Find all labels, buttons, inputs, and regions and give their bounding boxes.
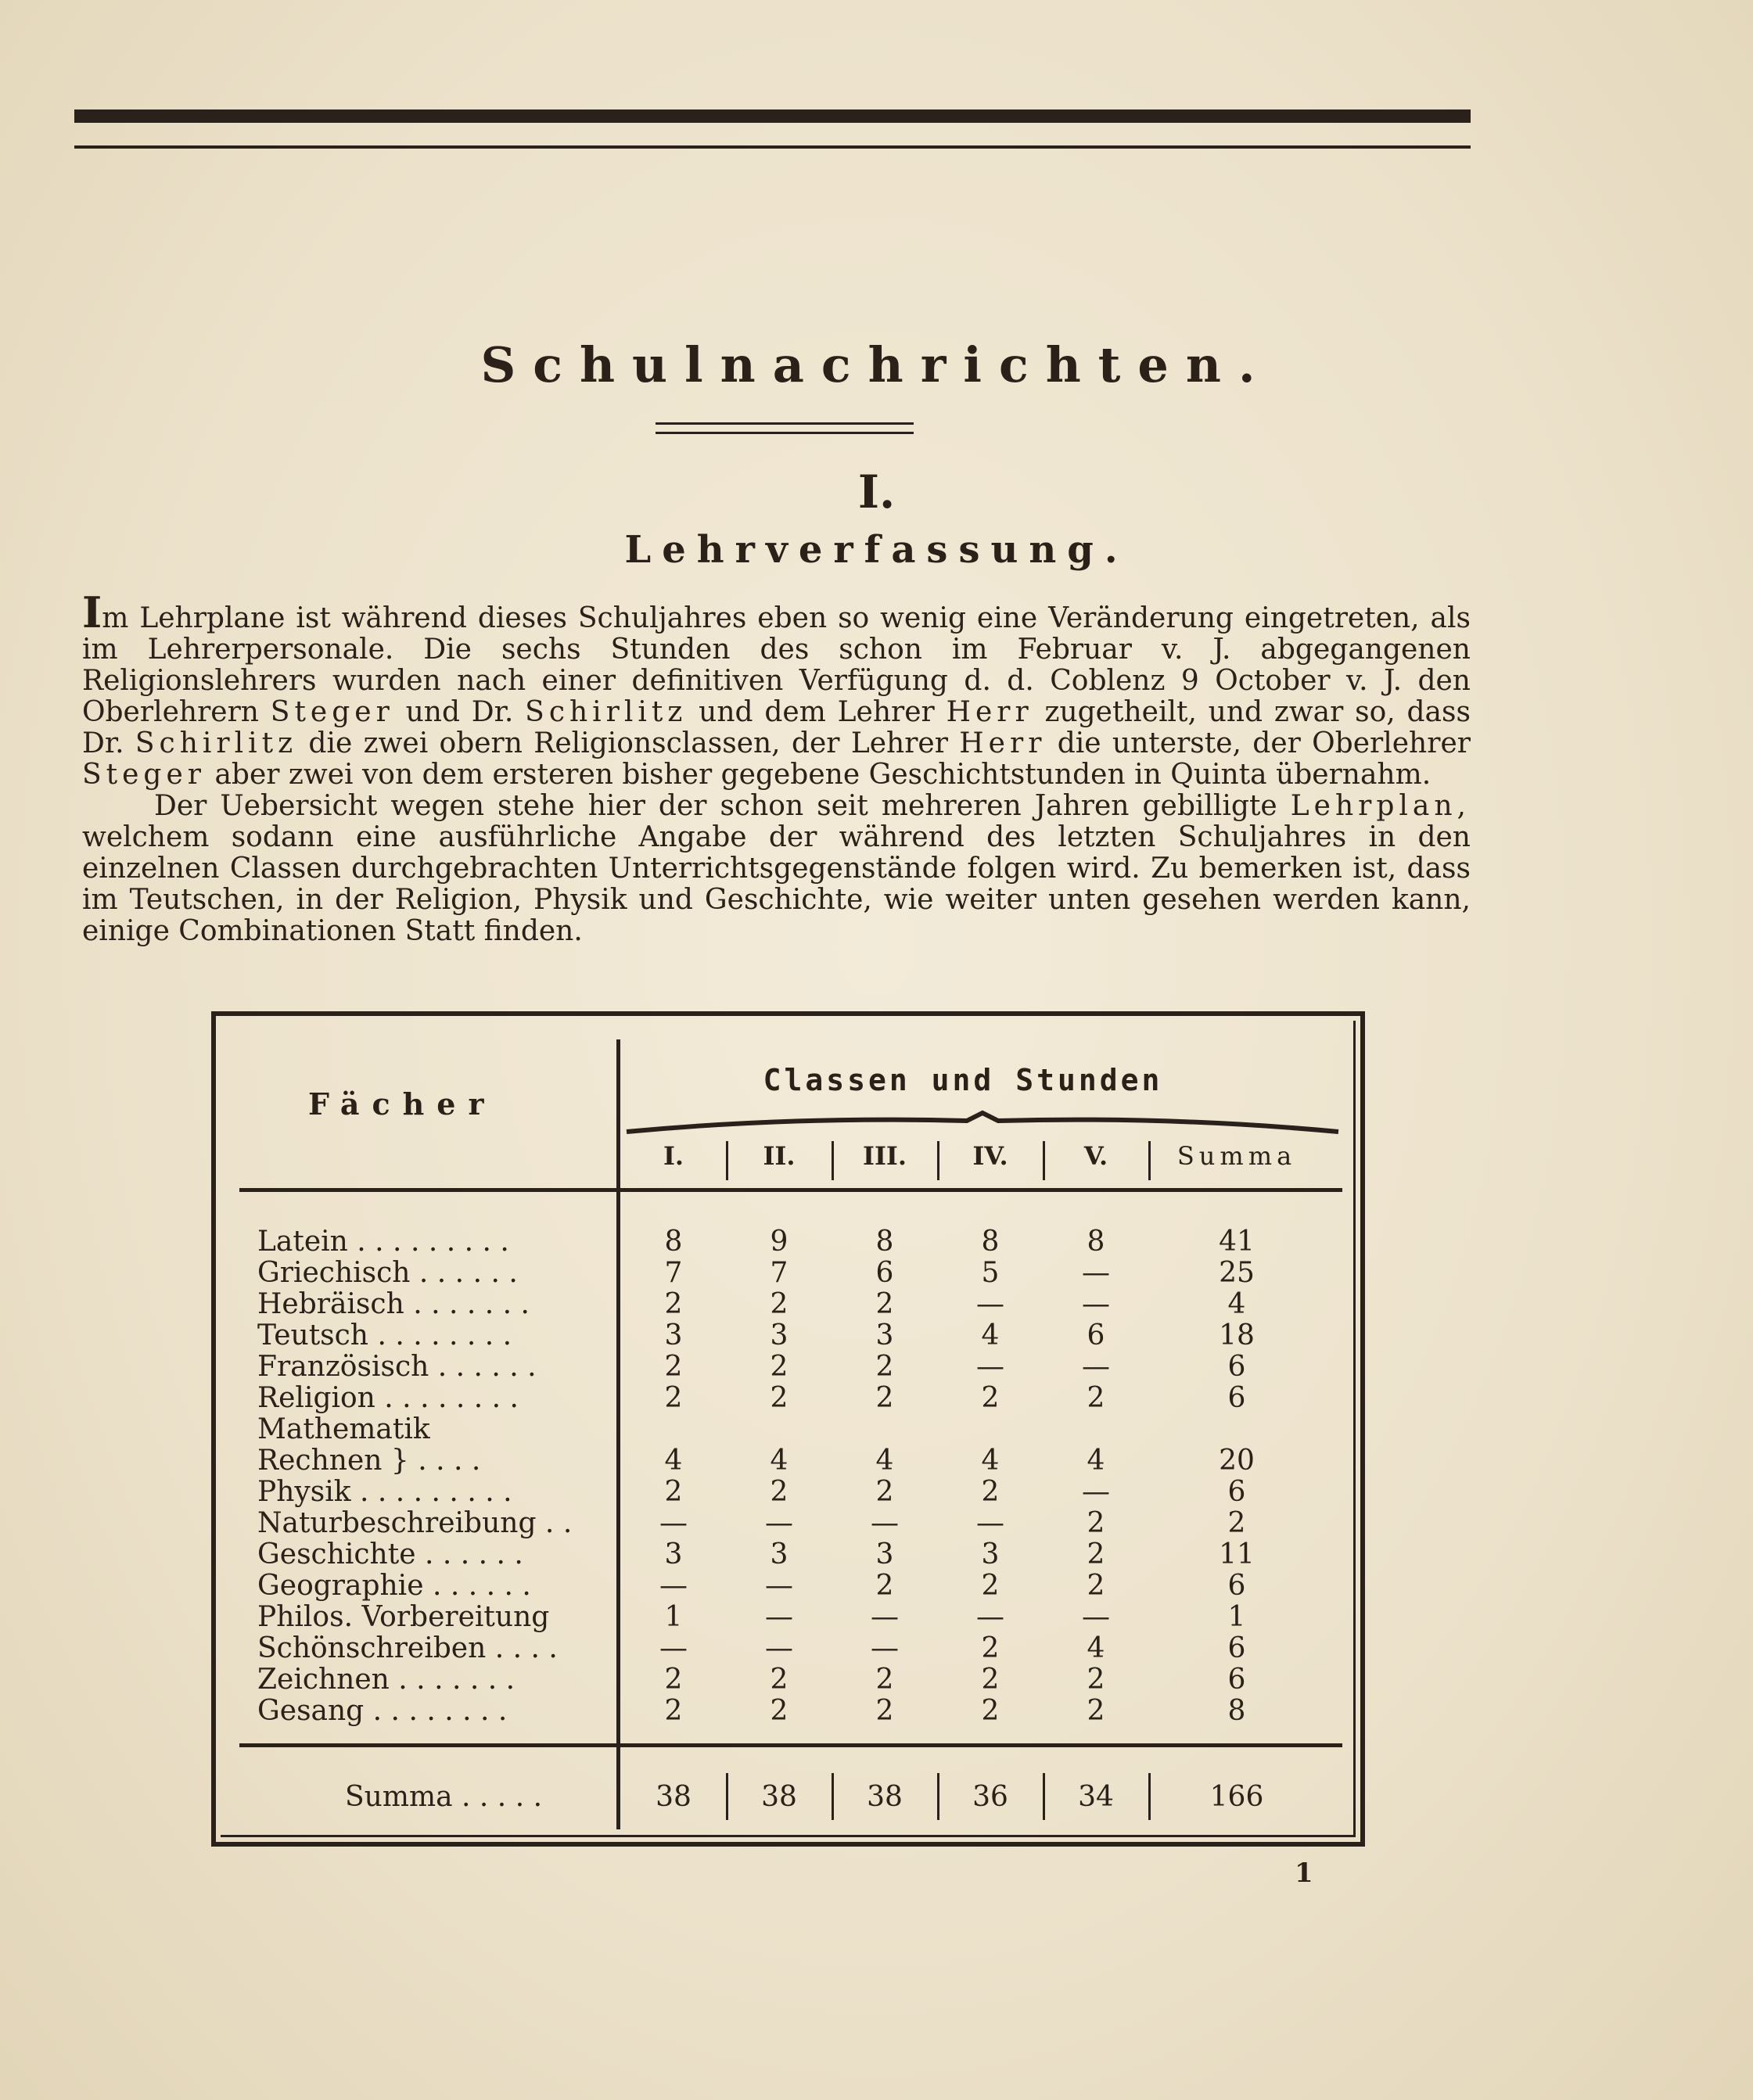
summa-separator — [1043, 1773, 1045, 1820]
table-cell: 1 — [1227, 1601, 1246, 1633]
column-header: IV. — [972, 1141, 1008, 1171]
summa-separator — [1148, 1773, 1151, 1820]
table-cell: — — [765, 1632, 793, 1664]
subject-label: Latein . . . . . . . . . — [257, 1226, 509, 1258]
name-schirlitz: Schirlitz — [135, 727, 298, 759]
table-cell: 6 — [1087, 1319, 1105, 1352]
table-cell: 2 — [1087, 1570, 1105, 1602]
table-cell: 6 — [1227, 1632, 1246, 1664]
table-cell: — — [976, 1288, 1004, 1320]
summa-cell: 38 — [867, 1781, 903, 1813]
subject-label: Zeichnen . . . . . . . — [257, 1664, 515, 1696]
text-run: und dem Lehrer — [699, 696, 935, 728]
table-cell: 7 — [770, 1257, 788, 1289]
table-cell: 2 — [981, 1382, 1000, 1414]
table-cell: 4 — [875, 1445, 894, 1477]
table-cell: 2 — [1087, 1382, 1105, 1414]
table-cell: 18 — [1219, 1319, 1255, 1352]
column-header-separator — [832, 1141, 834, 1180]
summa-label: Summa . . . . . — [345, 1781, 543, 1813]
subject-label: Französisch . . . . . . — [257, 1351, 537, 1383]
text-run: und Dr. — [405, 696, 514, 728]
subject-label: Mathematik — [257, 1413, 430, 1445]
name-schirlitz: Schirlitz — [525, 696, 688, 728]
table-cell: 2 — [875, 1570, 894, 1602]
body-text — [82, 587, 1471, 947]
table-cell: — — [976, 1351, 1004, 1383]
subject-label: Philos. Vorbereitung — [257, 1601, 550, 1633]
table-cell: — — [976, 1601, 1004, 1633]
subject-label: Naturbeschreibung . . — [257, 1507, 573, 1539]
table-cell: 2 — [770, 1695, 788, 1727]
table-cell: 2 — [1087, 1695, 1105, 1727]
table-cell: — — [765, 1570, 793, 1602]
table-cell: 25 — [1219, 1257, 1255, 1289]
table-cell: 1 — [664, 1601, 683, 1633]
table-cell: 3 — [981, 1538, 1000, 1571]
table-cell: 2 — [664, 1695, 683, 1727]
term-lehrplan: Lehrplan, — [1290, 790, 1471, 822]
table-cell: — — [1082, 1257, 1110, 1289]
column-header: II. — [763, 1141, 796, 1171]
table-cell: — — [659, 1507, 688, 1539]
column-header-separator — [1148, 1141, 1151, 1180]
table-cell: 11 — [1219, 1538, 1255, 1571]
table-cell: 2 — [875, 1288, 894, 1320]
subject-label: Physik . . . . . . . . . — [257, 1476, 512, 1508]
table-cell: 2 — [1087, 1664, 1105, 1696]
table-cell: 2 — [1087, 1538, 1105, 1571]
table-cell: 4 — [981, 1445, 1000, 1477]
table-cell: — — [659, 1570, 688, 1602]
table-cell: — — [871, 1601, 899, 1633]
table-cell: 2 — [981, 1476, 1000, 1508]
table-cell: 2 — [981, 1664, 1000, 1696]
table-cell: 6 — [1227, 1351, 1246, 1383]
table-cell: 6 — [1227, 1382, 1246, 1414]
summa-cell: 36 — [972, 1781, 1008, 1813]
table-cell: 2 — [875, 1695, 894, 1727]
column-header: III. — [862, 1141, 907, 1171]
name-steger: Steger — [82, 759, 206, 791]
paragraph-2 — [82, 791, 1471, 947]
table-cell: 2 — [664, 1351, 683, 1383]
subject-label: Rechnen } . . . . — [257, 1445, 481, 1477]
table-cell: 3 — [875, 1538, 894, 1571]
subject-label: Teutsch . . . . . . . . — [257, 1319, 512, 1352]
table-cell: 2 — [770, 1288, 788, 1320]
column-header: I. — [663, 1141, 684, 1171]
table-cell: 2 — [981, 1632, 1000, 1664]
table-cell: 9 — [770, 1226, 788, 1258]
group-brace-icon — [623, 1110, 1342, 1141]
table-cell: 6 — [1227, 1476, 1246, 1508]
subject-label: Geschichte . . . . . . — [257, 1538, 523, 1571]
table-cell: 6 — [875, 1257, 894, 1289]
table-cell: 3 — [770, 1538, 788, 1571]
table-cell: — — [1082, 1476, 1110, 1508]
top-thin-rule — [74, 145, 1471, 149]
title-divider — [656, 422, 914, 434]
table-cell: 2 — [875, 1351, 894, 1383]
text-run: die zwei obern Religionsclassen, der Lehrer — [308, 727, 948, 759]
table-cell: — — [1082, 1601, 1110, 1633]
table-cell: 41 — [1219, 1226, 1255, 1258]
summa-separator — [832, 1773, 834, 1820]
text-run: m Lehrplane ist während dieses Schuljahres eben so wenig eine Veränderung eingetreten, als im Lehrerpersonale. Die sechs Stunden des schon im Februar v. J. abgegangenen Religionslehrers wurden nach einer definitiven Verfügung d. d. Coblenz 9 October v. J. den Oberlehrern — [82, 602, 1471, 728]
top-thick-rule — [74, 109, 1471, 123]
subject-label: Gesang . . . . . . . . — [257, 1695, 508, 1727]
table-cell: 6 — [1227, 1664, 1246, 1696]
header-classen-und-stunden: Classen und Stunden — [763, 1063, 1163, 1097]
table-cell: 2 — [1087, 1507, 1105, 1539]
table-cell: 8 — [981, 1226, 1000, 1258]
table-cell: 2 — [664, 1382, 683, 1414]
table-vline-main — [616, 1039, 620, 1829]
subject-label: Griechisch . . . . . . — [257, 1257, 518, 1289]
table-cell: 8 — [1227, 1695, 1246, 1727]
text-run: zugetheilt, und zwar so, dass Dr. — [82, 696, 1471, 759]
text-run: die unterste, der Oberlehrer — [1057, 727, 1471, 759]
table-cell: — — [976, 1507, 1004, 1539]
table-cell: 2 — [770, 1351, 788, 1383]
name-herr: Herr — [959, 727, 1047, 759]
table-cell: 8 — [664, 1226, 683, 1258]
table-cell: 2 — [664, 1288, 683, 1320]
subject-label: Hebräisch . . . . . . . — [257, 1288, 530, 1320]
summa-cell: 38 — [761, 1781, 797, 1813]
table-cell: 2 — [1227, 1507, 1246, 1539]
section-number: I. — [857, 465, 896, 519]
column-header: Summa — [1176, 1141, 1297, 1171]
subject-label: Religion . . . . . . . . — [257, 1382, 519, 1414]
table-header-rule — [239, 1188, 1342, 1192]
table-cell: 7 — [664, 1257, 683, 1289]
text-run: Der Uebersicht wegen stehe hier der schon seit mehreren Jahren gebilligte — [154, 790, 1277, 822]
column-header: V. — [1083, 1141, 1108, 1171]
table-cell: 6 — [1227, 1570, 1246, 1602]
table-cell: — — [765, 1507, 793, 1539]
table-cell: 2 — [875, 1476, 894, 1508]
table-cell: 8 — [875, 1226, 894, 1258]
header-faecher: Fächer — [308, 1086, 497, 1122]
column-header-separator — [726, 1141, 728, 1180]
table-cell: — — [1082, 1351, 1110, 1383]
table-cell: 3 — [770, 1319, 788, 1352]
table-cell: 2 — [770, 1476, 788, 1508]
table-cell: 2 — [981, 1695, 1000, 1727]
subject-label: Schönschreiben . . . . — [257, 1632, 558, 1664]
table-cell: 2 — [664, 1664, 683, 1696]
table-cell: — — [659, 1632, 688, 1664]
table-cell: 3 — [664, 1538, 683, 1571]
table-cell: — — [765, 1601, 793, 1633]
summa-separator — [726, 1773, 728, 1820]
text-run: aber zwei von dem ersteren bisher gegebene Geschichtstunden in Quinta übernahm. — [214, 759, 1431, 791]
table-cell: 2 — [664, 1476, 683, 1508]
section-title: Lehrverfassung. — [624, 528, 1129, 572]
table-cell: 2 — [875, 1382, 894, 1414]
table-cell: 2 — [770, 1664, 788, 1696]
table-cell: 3 — [875, 1319, 894, 1352]
page-title: Schulnachrichten. — [480, 336, 1273, 393]
column-header-separator — [1043, 1141, 1045, 1180]
table-cell: — — [871, 1507, 899, 1539]
summa-cell: 34 — [1078, 1781, 1114, 1813]
subject-label: Geographie . . . . . . — [257, 1570, 531, 1602]
name-herr: Herr — [946, 696, 1033, 728]
table-summa-rule — [239, 1743, 1342, 1747]
paragraph-1 — [82, 587, 1471, 791]
table-cell: 20 — [1219, 1445, 1255, 1477]
table-cell: 3 — [664, 1319, 683, 1352]
name-steger: Steger — [270, 696, 394, 728]
table-cell: 2 — [875, 1664, 894, 1696]
column-header-separator — [937, 1141, 939, 1180]
drop-cap: I — [82, 587, 102, 637]
text-run: welchem sodann eine ausführliche Angabe der während des letzten Schuljahres in den einzelnen Classen durchgebrachten Unterrichtsgegenstände folgen wird. Zu bemerken ist, dass im Teutschen, in der Religion, Physik und Geschichte, wie weiter unten gesehen werden kann, einige Combinationen Statt finden. — [82, 821, 1471, 947]
table-cell: — — [871, 1632, 899, 1664]
summa-cell: 38 — [656, 1781, 692, 1813]
table-cell: 4 — [664, 1445, 683, 1477]
table-cell: 4 — [770, 1445, 788, 1477]
table-cell: 2 — [770, 1382, 788, 1414]
table-cell: 4 — [1227, 1288, 1246, 1320]
page-number: 1 — [1295, 1858, 1313, 1889]
table-cell: 4 — [1087, 1445, 1105, 1477]
table-cell: 8 — [1087, 1226, 1105, 1258]
summa-separator — [937, 1773, 939, 1820]
table-cell: 4 — [1087, 1632, 1105, 1664]
table-cell: — — [1082, 1288, 1110, 1320]
table-cell: 4 — [981, 1319, 1000, 1352]
lehrplan-table — [211, 1011, 1365, 1847]
summa-cell: 166 — [1209, 1781, 1264, 1813]
table-cell: 5 — [981, 1257, 1000, 1289]
table-cell: 2 — [981, 1570, 1000, 1602]
